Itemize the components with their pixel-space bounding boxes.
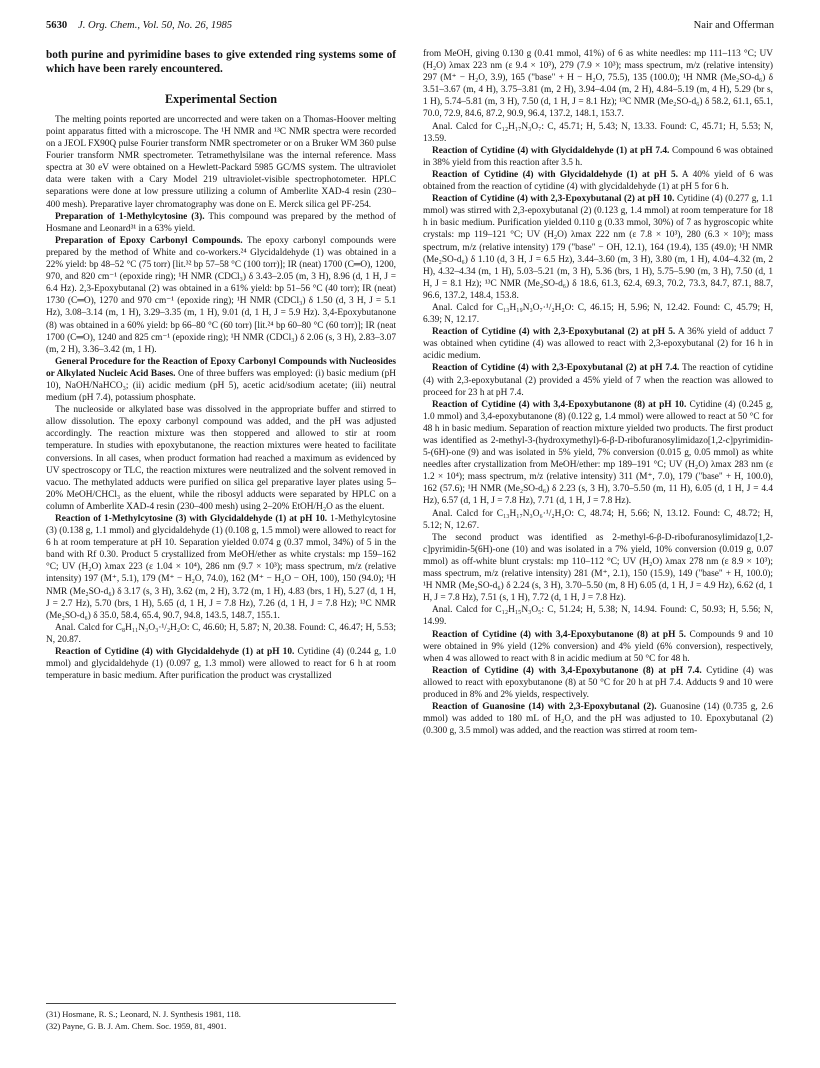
paragraph-text: The nucleoside or alkylated base was dissolved in the appropriate buffer and stirred to allow dissolution. The epoxy carbonyl compound was added, and the pH was adjusted accordingly. The reaction mixture was then stoppered and allowed to stir at room temperature. In studies with epoxybutanone, the reaction mixtures were heated to facilitate conversions. In all cases, when product formation had reached a maximum as evidenced by UV spectroscopy or TLC, the reaction mixtures were neutralized and the solvent removed in vacuo. The methylated adducts were purified on silica gel preparative layer plates using 5–20% MeOH/CHCl₃ as the eluent, while the ribosyl adducts were separated by HPLC on a column of Amberlite XAD-4 resin (230–400 mesh) using 2–20% EtOH/H₂O as the eluent. <box>46 405 396 512</box>
paragraph-text: both purine and pyrimidine bases to give extended ring systems some of which have been rarely encountered. <box>46 49 396 76</box>
left-column <box>46 48 396 682</box>
right-column <box>423 48 773 737</box>
run-in-heading: Reaction of Cytidine (4) with Glycidaldehyde (1) at pH 7.4. <box>432 145 670 156</box>
run-in-heading: Reaction of Cytidine (4) with 2,3-Epoxybutanal (2) at pH 5. <box>432 327 676 338</box>
paragraph-text: Anal. Calcd for C₈H₁₁N₃O₃·¹/₂H₂O: C, 46.60; H, 5.87; N, 20.38. Found: C, 46.47; H, 5.53; N, 20.87. <box>46 622 396 645</box>
run-in-heading: Reaction of 1-Methylcytosine (3) with Glycidaldehyde (1) at pH 10. <box>55 514 328 524</box>
paragraph-text: A 36% yield of adduct 7 was obtained when cytidine (4) was allowed to react with 2,3-epoxybutanal (2) for 16 h in acidic medium. <box>423 327 773 362</box>
paragraph-text: Anal. Calcd for C₁₂H₁₅N₃O₅: C, 51.24; H, 5.38; N, 14.94. Found: C, 50.93; H, 5.56; N, 14.99. <box>423 605 773 628</box>
run-in-heading: Preparation of 1-Methylcytosine (3). <box>55 211 205 222</box>
paragraph <box>423 193 773 302</box>
paragraph <box>423 701 773 737</box>
paragraph <box>423 302 773 326</box>
run-in-heading: Reaction of Cytidine (4) with 2,3-Epoxybutanal (2) at pH 10. <box>432 194 675 205</box>
paragraph-text: Anal. Calcd for C₁₃H₁₇N₃O₆·¹/₂H₂O: C, 48.74; H, 5.66; N, 13.12. Found: C, 48.72; H, 5.12; N, 12.67. <box>423 508 773 531</box>
paragraph <box>423 508 773 532</box>
paragraph <box>46 48 396 77</box>
paragraph <box>423 532 773 605</box>
running-head <box>46 20 774 36</box>
paragraph-text: Cytidine (4) (0.245 g, 1.0 mmol) and 3,4-epoxybutanone (8) (0.122 g, 1.4 mmol) were allowed to react at 50 °C for 48 h in basic medium. Separation of reaction mixture yielded two products. The first product was identified as 2-methyl-3-(hydroxymethyl)-6-β-D-ribofuranosylimidazo[1,2-c]pyrimidin-5-(6H)-one (9) and was isolated in 5% yield, 7% conversion (0.015 g, 0.05 mmol) as white needles after crystallization from MeOH/ether: mp 189–191 °C; UV (H₂O) λmax 283 nm (ε 1.2 × 10⁴); mass spectrum, m/z (relative intensity) 311 (M⁺, 7.0), 179 ("base" + H, 100.0), 162 (57.6); ¹H NMR (Me₂SO-d₆) δ 2.23 (s, 3 H), 3.70–5.50 (m, 11 H), 6.05 (d, 1 H, J = 4.4 Hz), 6.57 (d, 1 H, J = 7.8 Hz), 7.71 (d, 1 H, J = 7.8 Hz). <box>423 399 773 507</box>
paragraph <box>423 604 773 628</box>
paragraph-text: This compound was prepared by the method of Hosmane and Leonard³¹ in a 63% yield. <box>46 211 397 234</box>
paragraph <box>46 646 396 682</box>
run-in-heading: Reaction of Cytidine (4) with Glycidaldehyde (1) at pH 10. <box>55 647 295 658</box>
paragraph-text: Cytidine (4) (0.244 g, 1.0 mmol) and glycidaldehyde (1) (0.097 g, 1.3 mmol) were allowed to react for 6 h at room temperature in basic medium. After purification the product was crystallized <box>46 647 396 682</box>
paragraph-text: The epoxy carbonyl compounds were prepared by the method of White and co-workers.²⁴ Glycidaldehyde (1) was obtained in a 22% yield: bp 48–52 °C (75 torr) [lit.³² bp 57–58 °C (100 torr)]; IR (neat) 1700 (C═O), 1200, 970, and 820 cm⁻¹ (epoxide ring); ¹H NMR (CDCl₃) δ 3.43–2.05 (m, 3 H), 8.96 (d, 1 H, J = 6.4 Hz). 2,3-Epoxybutanal (2) was obtained in a 61% yield: bp 51–56 °C (40 torr); IR (neat) 1730 (C═O), 1270 and 970 cm⁻¹ (epoxide ring); ¹H NMR (CDCl₃) δ 1.50 (d, 3 H, J = 5.1 Hz), 3.08–3.14 (m, 1 H), 3.29–3.35 (m, 1 H), 9.01 (d, 1 H, J = 5.9 Hz). 3,4-Epoxybutanone (8) was obtained in a 60% yield: bp 66–80 °C (60 torr) [lit.²⁴ bp 60–80 °C (60 torr)]; IR (neat 1700 (C═O), 1240 and 825 cm⁻¹ (epoxide ring); ¹H NMR (CDCl₃) δ 2.06 (s, 3 H), 2.83–3.07 (m, 2 H), 3.36–3.42 (m, 1 H). <box>46 235 396 355</box>
section-heading: Experimental Section <box>164 91 278 106</box>
paragraph <box>423 48 773 121</box>
paragraph <box>46 114 396 211</box>
paragraph <box>423 169 773 193</box>
paragraph <box>423 629 773 665</box>
paragraph <box>46 513 396 622</box>
run-in-heading: Reaction of Cytidine (4) with 3,4-Epoxybutanone (8) at pH 5. <box>432 629 686 640</box>
paragraph-text: 1-Methylcytosine (3) (0.138 g, 1.1 mmol) and glycidaldehyde (1) (0.108 g, 1.5 mmol) were allowed to react for 6 h at room temperature at pH 10. Separation yielded 0.074 g (0.37 mmol, 34%) of 5 in the band with Rf 0.30. Product 5 crystallized from MeOH/ether as white crystals: mp 159–162 °C; UV (H₂O) λmax 223 (ε 1.04 × 10⁴), 286 nm (9.7 × 10³); mass spectrum, m/z (relative intensity) 197 (M⁺, 5.1), 179 (M⁺ − H₂O, 74.0), 162 (M⁺ − H₂O − OH, 100), 150 (94.0); ¹H NMR (Me₂SO-d₆) δ 3.17 (s, 3 H), 3.62 (m, 2 H), 3.72 (m, 1 H), 4.83 (brs, 1 H), 5.27 (d, 1 H, J = 2.7 Hz), 5.70 (brs, 1 H), 5.65 (d, 1 H, J = 7.8 Hz), 7.26 (d, 1 H, J = 7.8 Hz); ¹³C NMR (Me₂SO-d₆) δ 35.0, 58.4, 65.4, 90.7, 94.8, 143.5, 148.7, 155.1. <box>46 514 396 621</box>
paragraph <box>46 211 396 235</box>
paragraph-text: The second product was identified as 2-methyl-6-β-D-ribofuranosylimidazo[1,2-c]pyrimidin-5(6H)-one (10) and was isolated in a 7% yield, 10% conversion (0.019 g, 0.07 mmol) as off-white blunt crystals: mp 110–112 °C; UV (H₂O) λmax 278 nm (ε 8.9 × 10³); mass spectrum, m/z (relative intensity) 281 (M⁺, 2.1), 150 (15.9), 149 ("base" + H, 100.0); ¹H NMR (Me₂SO-d₆) δ 2.24 (s, 3 H), 3.70–5.50 (m, 8 H) 6.05 (d, 1 H, J = 4.9 Hz), 6.62 (d, 1 H, J = 7.8 Hz), 7.51 (s, 1 H), 7.72 (d, 1 H, J = 7.8 Hz). <box>423 532 773 604</box>
paragraph <box>423 145 773 169</box>
paragraph-text: from MeOH, giving 0.130 g (0.41 mmol, 41%) of 6 as white needles: mp 111–113 °C; UV (H₂O) λmax 223 nm (ε 9.4 × 10³), 279 (7.9 × 10³); mass spectrum, m/z (relative intensity) 297 (M⁺ − H₂O, 3.9), 165 ("base" + H − H₂O, 75.5), 135 (100.0); ¹H NMR (Me₂SO-d₆) δ 3.51–3.67 (m, 4 H), 3.75–3.81 (m, 2 H), 3.94–4.04 (m, 2 H), 4.84–5.19 (m, 4 H), 5.29 (br s, 1 H), 5.74–5.81 (m, 3 H), 7.50 (d, 1 H, J = 8.1 Hz); ¹³C NMR (Me₂SO-d₆) δ 58.2, 61.1, 65.1, 70.0, 72.9, 84.6, 87.2, 90.9, 96.4, 137.2, 148.1, 153.7. <box>423 49 773 120</box>
footnote: (32) Payne, G. B. J. Am. Chem. Soc. 1959, 81, 4901. <box>46 1020 227 1031</box>
paragraph <box>423 121 773 145</box>
paragraph <box>423 326 773 362</box>
footnotes <box>46 1003 396 1032</box>
paragraph <box>46 356 396 404</box>
footnote: (31) Hosmane, R. S.; Leonard, N. J. Synthesis 1981, 118. <box>46 1009 241 1019</box>
paragraph-text: Cytidine (4) was allowed to react with epoxybutanone (8) at 50 °C for 20 h at pH 7.4. Adducts 9 and 10 were produced in 8% and 2% yields, respectively. <box>423 665 773 700</box>
paragraph-text: The melting points reported are uncorrected and were taken on a Thomas-Hoover melting point apparatus fitted with a microscope. The ¹H NMR and ¹³C NMR spectra were recorded on a JEOL FX90Q pulse Fourier transform NMR spectrometer or on a Bruker WM 360 pulse Fourier transform NMR spectrometer. Tetramethylsilane was the internal reference. Mass spectra at 30 eV were obtained on a Hewlett-Packard 5985 GC/MS system. The ultraviolet data were taken with a Cary Model 219 ultraviolet-visible spectrophotometer. HPLC separations were done at low pressure utilizing a column of Amberlite XAD-4 resin (230–400 mesh). Preparative layer chromatography was done on E. Merck silica gel PF-254. <box>46 114 396 210</box>
paragraph-text: The reaction of cytidine (4) with 2,3-epoxybutanal (2) provided a 45% yield of 7 when the reaction was allowed to proceed for 23 h at pH 7.4. <box>423 363 773 398</box>
paragraph-text: Anal. Calcd for C₁₂H₁₇N₃O₇: C, 45.71; H, 5.43; N, 13.33. Found: C, 45.71; H, 5.53; N, 13.59. <box>423 121 773 144</box>
journal-citation: J. Org. Chem., Vol. 50, No. 26, 1985 <box>78 20 233 31</box>
run-in-heading: Preparation of Epoxy Carbonyl Compounds. <box>55 235 243 246</box>
paragraph <box>46 404 396 513</box>
page-number: 5630 <box>46 20 68 31</box>
run-in-heading: Reaction of Cytidine (4) with 3,4-Epoxybutanone (8) at pH 7.4. <box>432 665 702 676</box>
paragraph <box>423 362 773 398</box>
run-in-heading: Reaction of Cytidine (4) with 3,4-Epoxybutanone (8) at pH 10. <box>432 399 687 410</box>
paragraph <box>423 399 773 508</box>
paragraph <box>46 622 396 646</box>
running-authors: Nair and Offerman <box>693 20 774 31</box>
run-in-heading: Reaction of Cytidine (4) with Glycidaldehyde (1) at pH 5. <box>432 169 679 180</box>
paragraph-text: Anal. Calcd for C₁₃H₁₉N₃O₇·¹/₂H₂O: C, 46.15; H, 5.96; N, 12.42. Found: C, 45.79; H, 6.39; N, 12.17. <box>423 302 773 326</box>
paragraph-text: A 40% yield of 6 was obtained from the reaction of cytidine (4) with glycidaldehyde (1) at pH 5 for 6 h. <box>423 169 774 193</box>
paragraph-text: Cytidine (4) (0.277 g, 1.1 mmol) was stirred with 2,3-epoxybutanal (2) (0.123 g, 1.4 mmol) at room temperature for 18 h in basic medium. Purification yielded 0.110 g (0.33 mmol, 30%) of 7 as hygroscopic white crystals: mp 119–121 °C; UV (H₂O) λmax 222 nm (ε 7.8 × 10³), 280 (6.3 × 10³); mass spectrum, m/z (relative intensity) 179 ("base" − OH, 12.1), 164 (19.4), 135 (49.0); ¹H NMR (Me₂SO-d₆) δ 1.10 (d, 3 H, J = 6.5 Hz), 3.44–3.60 (m, 3 H), 3.80 (m, 1 H), 4.04–4.32 (m, 2 H), 4.32–4.34 (m, 1 H), 5.03–5.21 (m, 3 H), 5.36 (brs, 1 H), 5.75–5.90 (m, 3 H), 7.50 (d, 1 H, J = 8.1 Hz); ¹³C NMR (Me₂SO-d₆) δ 18.6, 61.3, 62.4, 69.3, 70.2, 73.3, 84.7, 87.1, 88.7, 96.6, 137.2, 148.4, 153.8. <box>423 194 773 301</box>
paragraph <box>423 665 773 701</box>
paragraph-text: Compound 6 was obtained in 38% yield from this reaction after 3.5 h. <box>423 145 773 168</box>
paragraph <box>46 235 396 356</box>
run-in-heading: General Procedure for the Reaction of Epoxy Carbonyl Compounds with Nucleosides or Alkylated Nucleic Acid Bases. <box>46 356 396 379</box>
run-in-heading: Reaction of Cytidine (4) with 2,3-Epoxybutanal (2) at pH 7.4. <box>432 363 680 374</box>
run-in-heading: Reaction of Guanosine (14) with 2,3-Epoxybutanal (2). <box>432 702 657 713</box>
paragraph-text: One of three buffers was employed: (i) basic medium (pH 10), NaOH/NaHCO₃; (ii) acidic medium (pH 5), acetic acid/sodium acetate; (iii) neutral medium (pH 7.4), potassium phosphate. <box>46 368 396 404</box>
paragraph-text: Compounds 9 and 10 were obtained in 9% yield (12% conversion) and 4% yield (6% conversion), respectively, when 4 was allowed to react with 8 in acidic medium at 50 °C for 48 h. <box>423 629 773 664</box>
paragraph-text: Guanosine (14) (0.735 g, 2.6 mmol) was added to 180 mL of H₂O, and the pH was adjusted to 10. Epoxybutanal (2) (0.300 g, 3.5 mmol) was added, and the reaction was stirred at room tem- <box>423 702 774 737</box>
